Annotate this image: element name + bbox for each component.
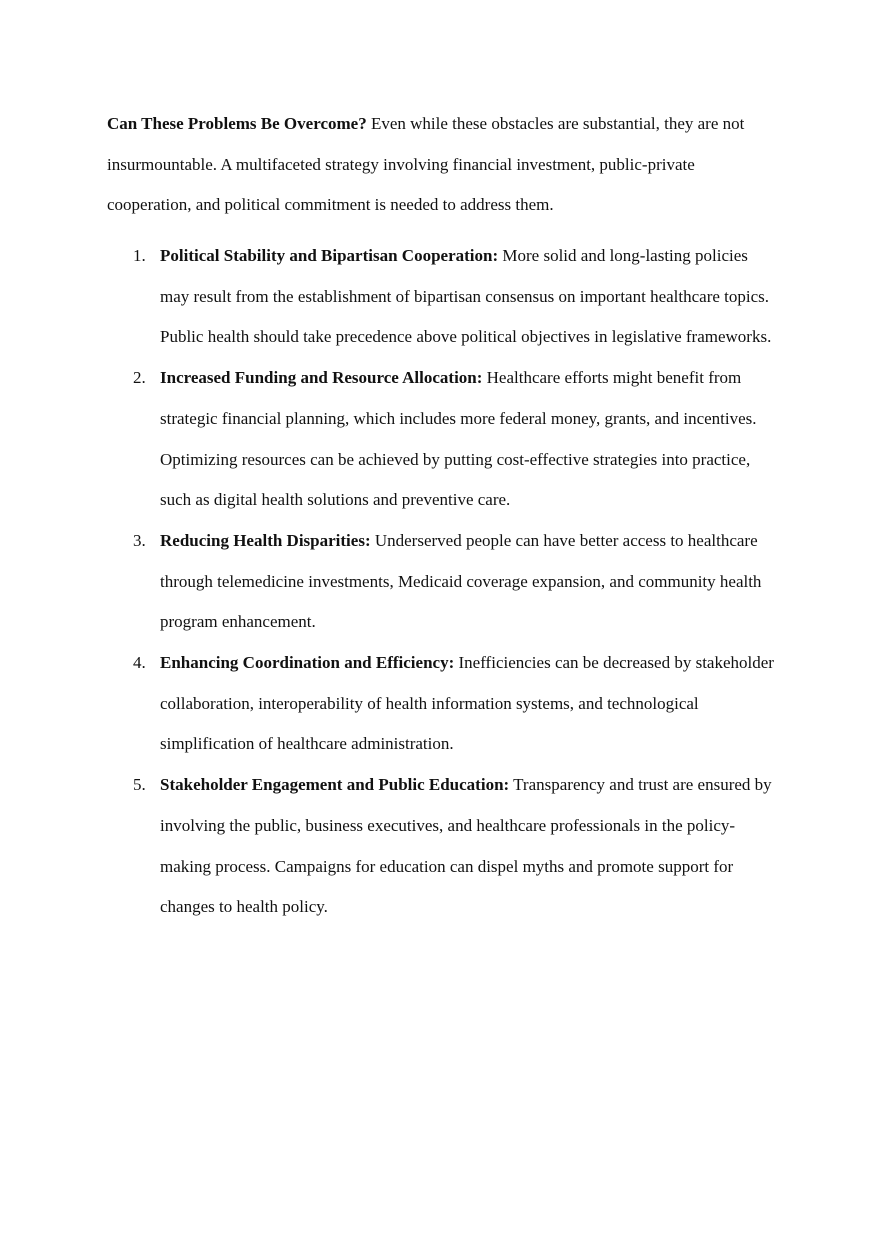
item-text: Underserved people can have better access to healthcare through telemedicine investments, Medicaid coverage expansion, and community health program enhancement.: [160, 530, 762, 632]
item-number: 4.: [133, 653, 146, 673]
intro-text: Even while these obstacles are substantial, they are not insurmountable. A multifaceted strategy involving financial investment, public-private cooperation, and political commitment is needed to address them.: [107, 114, 745, 215]
list-item: [107, 236, 779, 358]
strategy-list: [107, 236, 779, 928]
item-title: Reducing Health Disparities:: [160, 530, 371, 550]
item-text: Transparency and trust are ensured by involving the public, business executives, and healthcare professionals in the policy-making process. Campaigns for education can dispel myths and promote support for changes to health policy.: [160, 775, 772, 917]
item-title: Enhancing Coordination and Efficiency:: [160, 653, 455, 673]
item-title: Increased Funding and Resource Allocation:: [160, 368, 483, 388]
item-title: Stakeholder Engagement and Public Education:: [160, 775, 510, 795]
list-item: [107, 643, 779, 765]
item-number: 3.: [133, 530, 146, 550]
item-number: 5.: [133, 775, 146, 795]
intro-paragraph: [107, 104, 779, 226]
list-item: [107, 765, 779, 928]
list-item: [107, 358, 779, 521]
item-text: More solid and long-lasting policies may result from the establishment of bipartisan consensus on important healthcare topics. Public health should take precedence above political objectives in legislative frameworks.: [160, 246, 772, 347]
item-text: Inefficiencies can be decreased by stakeholder collaboration, interoperability of health information systems, and technological simplification of healthcare administration.: [160, 653, 774, 754]
item-number: 2.: [133, 368, 146, 388]
intro-heading: Can These Problems Be Overcome?: [107, 114, 367, 133]
item-number: 1.: [133, 246, 146, 265]
item-title: Political Stability and Bipartisan Cooperation:: [160, 246, 499, 265]
list-item: [107, 521, 779, 643]
item-text: Healthcare efforts might benefit from strategic financial planning, which includes more federal money, grants, and incentives. Optimizing resources can be achieved by putting cost-effective strategies into practice, such as digital health solutions and preventive care.: [160, 368, 757, 510]
